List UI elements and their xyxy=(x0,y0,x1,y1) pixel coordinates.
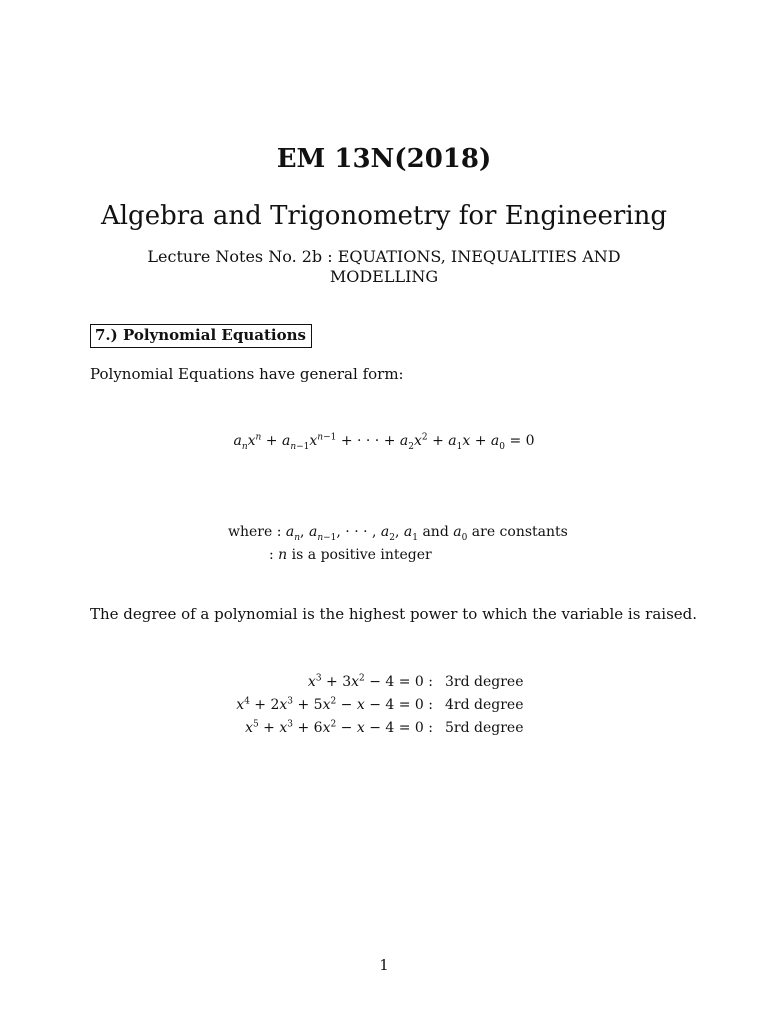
page-number: 1 xyxy=(379,956,389,974)
example-row-1 xyxy=(0,674,768,694)
where-line-1: where : $a_n$, $a_{n-1}$, · · · , $a_2$, $a_1$ and $a_0$ are constants xyxy=(228,524,568,543)
general-form-equation: $a_nx^n + a_{n-1}x^{n-1}$ + · · · + $a_2x^2 + a_1x + a_0 = 0$ xyxy=(233,432,535,452)
section-heading: 7.) Polynomial Equations xyxy=(90,324,312,348)
where-suffix: are constants xyxy=(471,524,568,540)
example-label-3: 5rd degree xyxy=(445,720,524,736)
example-equation-3: $x^5 + x^3 + 6x^2 - x - 4 = 0$ : xyxy=(245,719,433,736)
example-label-2: 4rd degree xyxy=(445,697,524,713)
example-row-2 xyxy=(0,697,768,717)
general-form-equals: = 0 xyxy=(509,433,535,449)
where-and: and xyxy=(422,524,449,540)
where-prefix: where : xyxy=(228,524,282,540)
where-line2-prefix: : xyxy=(269,547,274,563)
where-line2-suffix: is a positive integer xyxy=(291,547,432,563)
example-label-1: 3rd degree xyxy=(445,674,524,690)
example-row-3 xyxy=(0,720,768,740)
lecture-subtitle-line1: Lecture Notes No. 2b : EQUATIONS, INEQUALITIES AND xyxy=(147,247,621,266)
course-title: Algebra and Trigonometry for Engineering xyxy=(100,201,668,231)
example-equation-2: $x^4 + 2x^3 + 5x^2 - x - 4 = 0$ : xyxy=(236,696,433,713)
lecture-subtitle xyxy=(0,247,768,287)
example-equation-1: $x^3 + 3x^2 - 4 = 0$ : xyxy=(307,673,433,690)
intro-paragraph: Polynomial Equations have general form: xyxy=(90,365,404,383)
course-code: EM 13N(2018) xyxy=(276,144,492,174)
degree-definition: The degree of a polynomial is the highest power to which the variable is raised. xyxy=(90,605,698,623)
lecture-subtitle-line2: MODELLING xyxy=(329,267,439,286)
where-line-2: : n is a positive integer xyxy=(269,547,432,563)
